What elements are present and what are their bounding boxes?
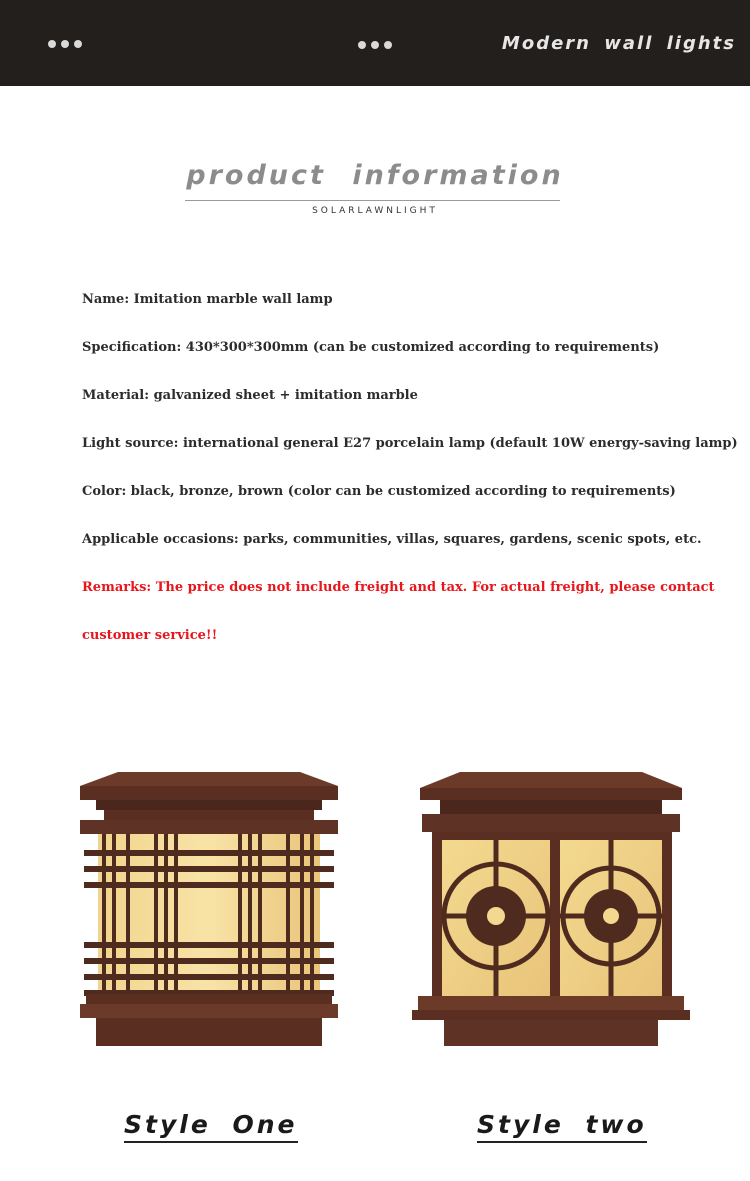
product-image-style-one (78, 770, 340, 1050)
info-occasions: Applicable occasions: parks, communities, villas, squares, gardens, scenic spots, etc. (82, 532, 702, 547)
product-info-list (82, 290, 738, 674)
info-name: Name: Imitation marble wall lamp (82, 292, 333, 307)
title-divider (185, 200, 560, 201)
more-dots-icon (48, 40, 82, 48)
info-remarks: Remarks: The price does not include freight and tax. For actual freight, please contact (82, 580, 715, 595)
top-bar (0, 0, 750, 86)
info-material: Material: galvanized sheet + imitation marble (82, 388, 418, 403)
info-light-source: Light source: international general E27 porcelain lamp (default 10W energy-saving lamp) (82, 436, 738, 451)
section-subtitle: SOLARLAWNLIGHT (312, 206, 438, 216)
brand-title: Modern wall lights (501, 33, 736, 54)
style-two-label: Style two (477, 1110, 647, 1143)
info-color: Color: black, bronze, brown (color can be customized according to requirements) (82, 484, 676, 499)
style-one-label: Style One (124, 1110, 298, 1143)
product-image-style-two (410, 768, 692, 1050)
info-remarks-continued: customer service!! (82, 628, 218, 643)
more-dots-icon (358, 41, 392, 49)
section-title: product information (186, 160, 564, 191)
info-specification: Specification: 430*300*300mm (can be customized according to requirements) (82, 340, 660, 355)
